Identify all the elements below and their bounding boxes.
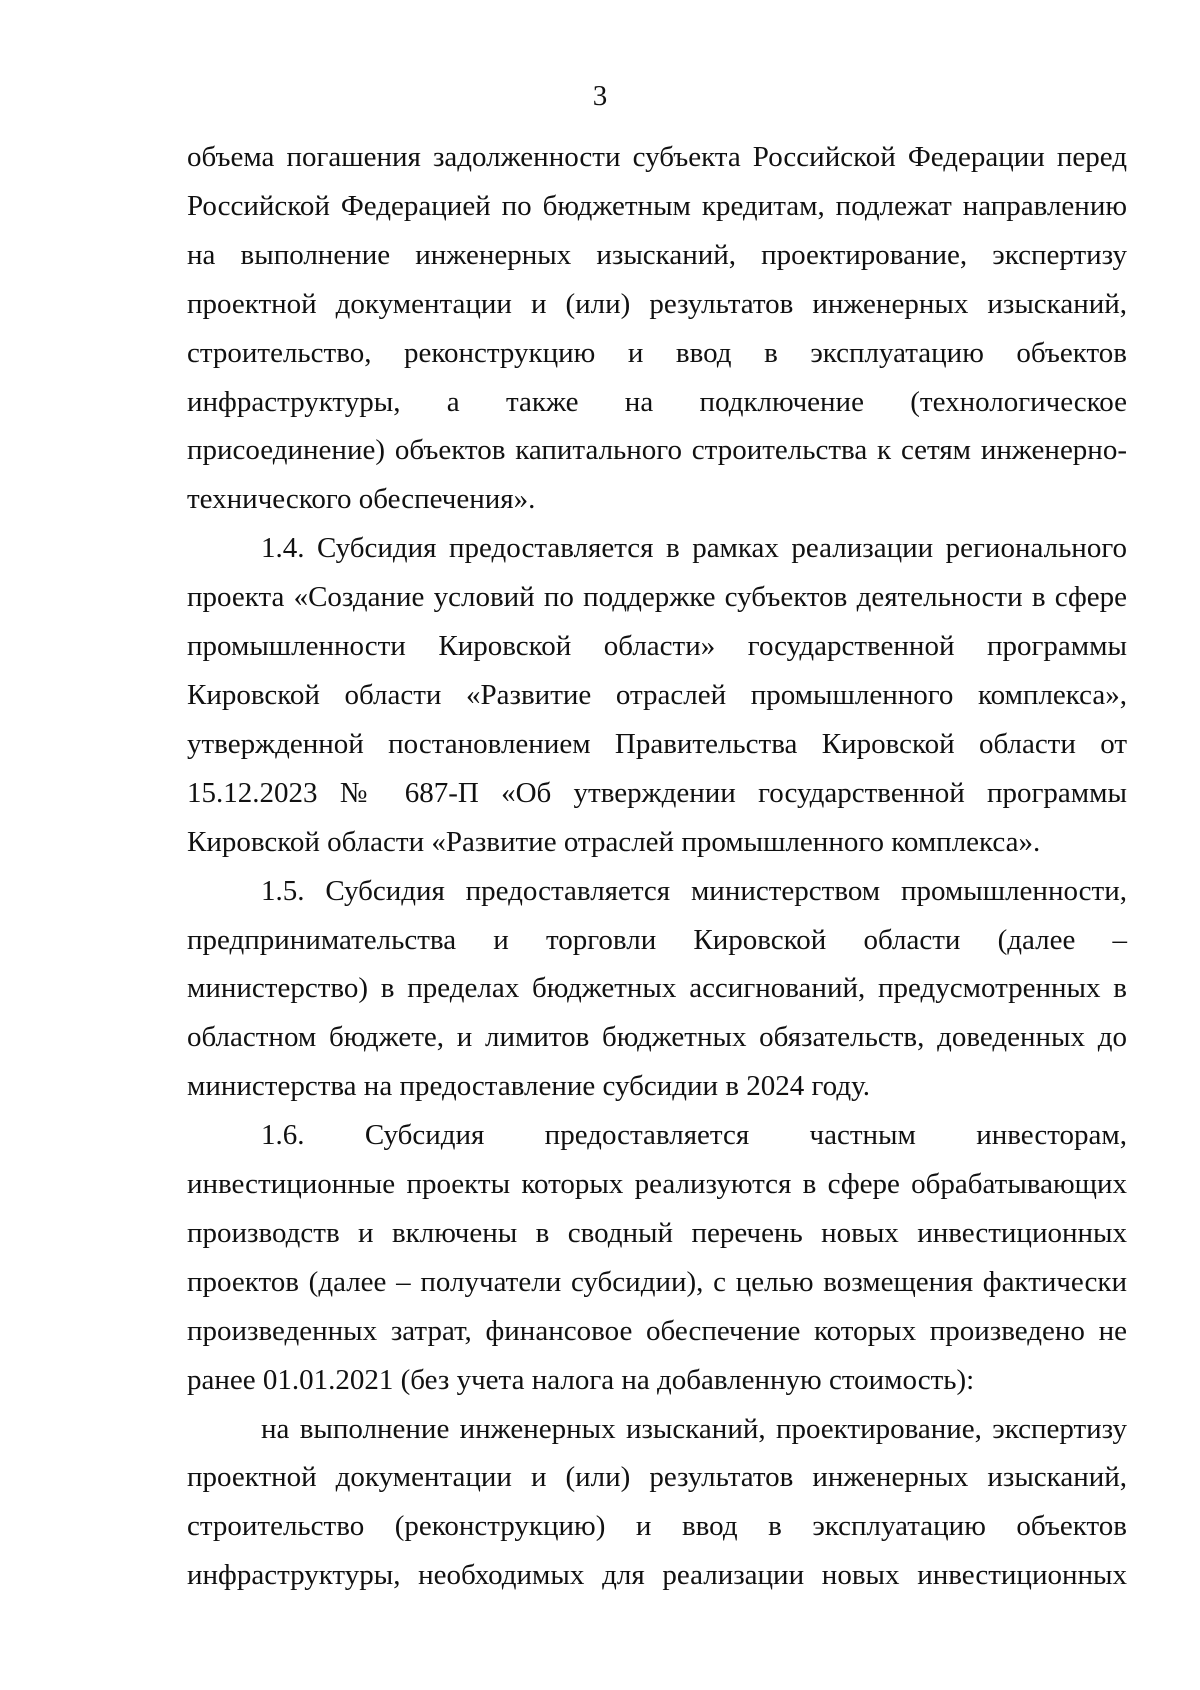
paragraph-list-item: на выполнение инженерных изысканий, проектирование, экспертизу проектной документации и (или) результатов инженерных изысканий, строительство (реконструкцию) и ввод в эксплуатацию объектов инфраструктуры, необходимых для реализации новых инвестиционных (187, 1412, 1127, 1592)
document-body (187, 133, 1127, 1600)
paragraph-continuation: объема погашения задолженности субъекта Российской Федерации перед Российской Федерацией по бюджетным кредитам, подлежат направлению на выполнение инженерных изысканий, проектирование, экспертизу проектной документации и (или) результатов инженерных изысканий, строительство, реконструкцию и ввод в эксплуатацию объектов инфраструктуры, а также на подключение (технологическое присоединение) объектов капитального строительства к сетям инженерно-технического обеспечения». (187, 141, 1127, 516)
paragraph-1-4: 1.4. Субсидия предоставляется в рамках реализации регионального проекта «Создание условий по поддержке субъектов деятельности в сфере промышленности Кировской области» государственной программы Кировской области «Развитие отраслей промышленного комплекса», утвержденной постановлением Правительства Кировской области от 15.12.2023 № 687-П «Об утверждении государственной программы Кировской области «Развитие отраслей промышленного комплекса». (187, 532, 1127, 858)
page-number: 3 (592, 80, 608, 112)
paragraph-1-6: 1.6. Субсидия предоставляется частным инвесторам, инвестиционные проекты которых реализуются в сфере обрабатывающих производств и включены в сводный перечень новых инвестиционных проектов (далее – получатели субсидии), с целью возмещения фактически произведенных затрат, финансовое обеспечение которых произведено не ранее 01.01.2021 (без учета налога на добавленную стоимость): (187, 1119, 1127, 1396)
paragraph-1-5: 1.5. Субсидия предоставляется министерством промышленности, предпринимательства и торговли Кировской области (далее – министерство) в пределах бюджетных ассигнований, предусмотренных в областном бюджете, и лимитов бюджетных обязательств, доведенных до министерства на предоставление субсидии в 2024 году. (187, 874, 1127, 1103)
